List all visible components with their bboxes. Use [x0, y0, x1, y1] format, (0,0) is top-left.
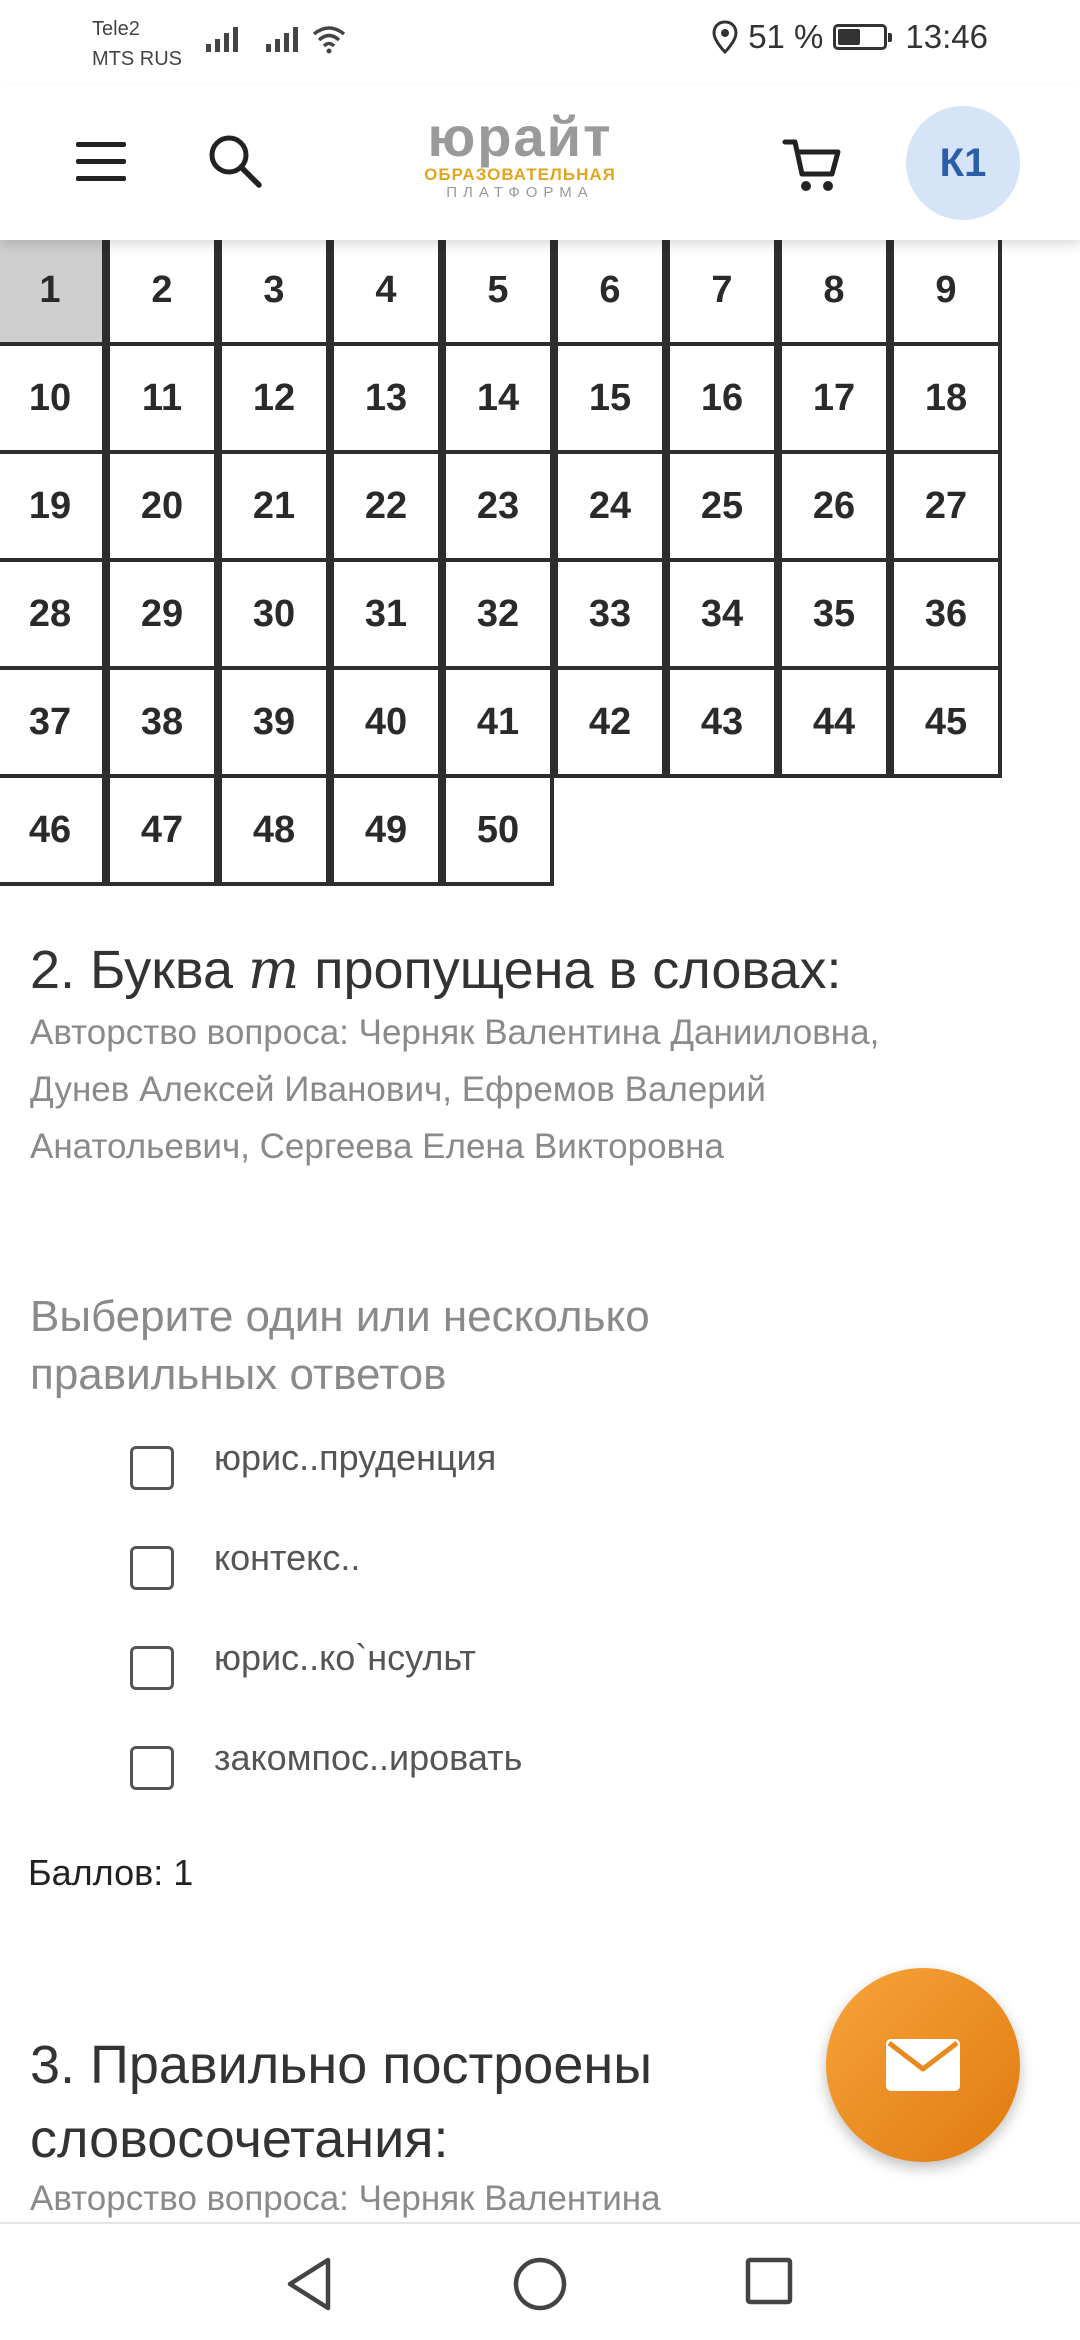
question-number-cell[interactable]: 12: [218, 342, 330, 454]
question-number-cell[interactable]: 48: [218, 774, 330, 886]
status-bar: [0, 0, 1080, 86]
question-number-cell[interactable]: 21: [218, 450, 330, 562]
question-number-cell[interactable]: 23: [442, 450, 554, 562]
avatar[interactable]: К1: [906, 106, 1020, 220]
battery-icon: [833, 24, 887, 50]
answer-option-label: закомпос..ировать: [214, 1737, 523, 1778]
question-number-cell[interactable]: 41: [442, 666, 554, 778]
question-number-cell[interactable]: 43: [666, 666, 778, 778]
question-2-author: Авторство вопроса: Черняк Валентина Данииловна, Дунев Алексей Иванович, Ефремов Валерий Анатольевич, Сергеева Елена Викторовна: [30, 1013, 880, 1166]
question-number-cell[interactable]: 42: [554, 666, 666, 778]
logo-subtitle-2: ПЛАТФОРМА: [446, 184, 594, 201]
question-number-cell[interactable]: 28: [0, 558, 106, 670]
home-icon[interactable]: [512, 2256, 568, 2312]
question-number-cell[interactable]: 31: [330, 558, 442, 670]
question-number-cell[interactable]: 3: [218, 234, 330, 346]
status-right: [712, 18, 988, 56]
question-number-cell[interactable]: 36: [890, 558, 1002, 670]
message-button[interactable]: [826, 1968, 1020, 2162]
carrier-name-2: MTS RUS: [92, 48, 182, 70]
question-number-cell[interactable]: 20: [106, 450, 218, 562]
logo[interactable]: [400, 105, 640, 202]
question-number-cell[interactable]: 4: [330, 234, 442, 346]
question-number-cell[interactable]: 29: [106, 558, 218, 670]
question-number-cell[interactable]: 47: [106, 774, 218, 886]
battery-percent: 51 %: [748, 18, 824, 55]
search-icon[interactable]: [206, 132, 264, 190]
question-number-cell[interactable]: 46: [0, 774, 106, 886]
answer-checkbox[interactable]: [130, 1646, 174, 1690]
question-number-cell[interactable]: 49: [330, 774, 442, 886]
question-number-cell[interactable]: 40: [330, 666, 442, 778]
question-number-cell[interactable]: 30: [218, 558, 330, 670]
mail-icon: [884, 2037, 962, 2093]
location-icon: [712, 20, 738, 54]
logo-wordmark: юрайт: [427, 105, 613, 168]
question-number-cell[interactable]: 17: [778, 342, 890, 454]
question-number-cell[interactable]: 16: [666, 342, 778, 454]
cart-icon[interactable]: [782, 134, 844, 196]
question-number-cell[interactable]: 26: [778, 450, 890, 562]
question-number-cell[interactable]: 45: [890, 666, 1002, 778]
question-number-cell[interactable]: 14: [442, 342, 554, 454]
question-number-cell[interactable]: 6: [554, 234, 666, 346]
question-number-cell[interactable]: 37: [0, 666, 106, 778]
answer-checkbox[interactable]: [130, 1746, 174, 1790]
question-number-cell[interactable]: 19: [0, 450, 106, 562]
answer-options: [130, 1428, 522, 1828]
question-number-cell[interactable]: 9: [890, 234, 1002, 346]
carrier-name-1: Tele2: [92, 18, 140, 40]
answer-option-label: юрис..ко`нсульт: [214, 1637, 476, 1678]
question-number-cell[interactable]: 2: [106, 234, 218, 346]
question-number-cell[interactable]: 44: [778, 666, 890, 778]
question-number-cell[interactable]: 15: [554, 342, 666, 454]
clock: 13:46: [905, 18, 988, 55]
answer-option-label: контекс..: [214, 1537, 361, 1578]
question-number-cell[interactable]: 24: [554, 450, 666, 562]
back-icon[interactable]: [284, 2256, 334, 2312]
question-number-cell[interactable]: 50: [442, 774, 554, 886]
app-header: [0, 86, 1080, 240]
question-number-cell[interactable]: 27: [890, 450, 1002, 562]
answer-checkbox[interactable]: [130, 1546, 174, 1590]
question-score: Баллов: 1: [28, 1852, 194, 1893]
system-nav-bar: [0, 2222, 1080, 2340]
question-number-cell[interactable]: 25: [666, 450, 778, 562]
carrier-info: [92, 14, 182, 74]
question-number-cell[interactable]: 11: [106, 342, 218, 454]
question-number-cell[interactable]: 13: [330, 342, 442, 454]
answer-option[interactable]: [130, 1628, 522, 1728]
question-number-cell[interactable]: 22: [330, 450, 442, 562]
question-navigator: [0, 236, 1004, 884]
question-number-cell[interactable]: 35: [778, 558, 890, 670]
answer-option-label: юрис..пруденция: [214, 1437, 497, 1478]
question-2-title-suffix: пропущена в словах:: [299, 940, 842, 1000]
answer-option[interactable]: [130, 1728, 522, 1828]
question-number-cell[interactable]: 1: [0, 234, 106, 346]
answer-option[interactable]: [130, 1428, 522, 1528]
answer-option[interactable]: [130, 1528, 522, 1628]
question-2-title-letter: т: [248, 938, 300, 1001]
question-2-title: [30, 938, 841, 1002]
logo-subtitle-1: ОБРАЗОВАТЕЛЬНАЯ: [424, 165, 616, 184]
answer-checkbox[interactable]: [130, 1446, 174, 1490]
question-number-cell[interactable]: 38: [106, 666, 218, 778]
question-3-author: Авторство вопроса: Черняк Валентина: [30, 2179, 661, 2218]
menu-icon[interactable]: [76, 142, 126, 182]
question-number-cell[interactable]: 7: [666, 234, 778, 346]
wifi-icon: [312, 24, 346, 54]
question-number-cell[interactable]: 32: [442, 558, 554, 670]
question-number-cell[interactable]: 10: [0, 342, 106, 454]
signal-icon: [206, 26, 238, 52]
question-number-cell[interactable]: 5: [442, 234, 554, 346]
question-number-cell[interactable]: 8: [778, 234, 890, 346]
question-2-title-prefix: 2. Буква: [30, 940, 249, 1000]
signal-icon: [266, 26, 298, 52]
question-number-cell[interactable]: 34: [666, 558, 778, 670]
answer-instruction: Выберите один или несколько правильных ответов: [30, 1292, 650, 1399]
question-number-cell[interactable]: 39: [218, 666, 330, 778]
question-3-title: 3. Правильно построены словосочетания:: [30, 2035, 653, 2169]
question-number-cell[interactable]: 33: [554, 558, 666, 670]
question-number-cell[interactable]: 18: [890, 342, 1002, 454]
recents-icon[interactable]: [744, 2256, 794, 2306]
